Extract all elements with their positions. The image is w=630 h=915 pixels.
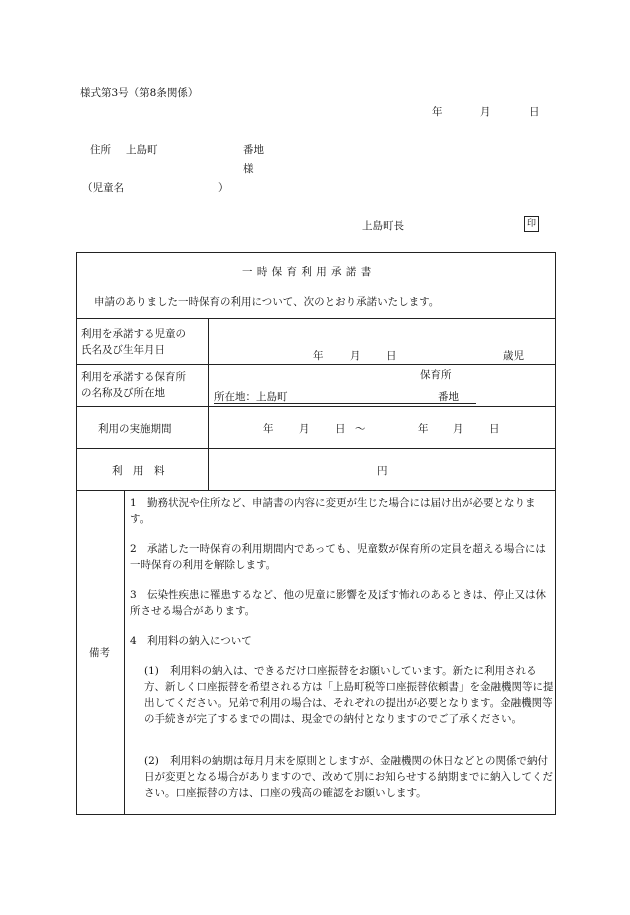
period-start-day: 日: [335, 423, 346, 435]
nursery-row-label-2: の名称及び所在地: [81, 387, 165, 399]
nursery-location: 所在地：上島町: [214, 391, 288, 403]
row-divider: [76, 364, 556, 365]
notice-title: 一 時 保 育 利 用 承 諾 書: [242, 266, 372, 278]
child-birth-day: 日: [386, 350, 397, 362]
child-name-open: （児童名: [82, 182, 124, 194]
remark-number: 4: [130, 635, 137, 647]
child-row-label-1: 利用を承諾する児童の: [81, 328, 186, 340]
remark-note: [130, 633, 550, 649]
addressee-sama: 様: [243, 163, 254, 175]
remark-number: 2: [130, 543, 137, 555]
child-row-label-2: 氏名及び生年月日: [81, 344, 165, 356]
remark-subnote: [144, 753, 554, 801]
remarks-label: 備考: [89, 647, 110, 659]
row-divider: [76, 406, 556, 407]
child-birth-year: 年: [313, 350, 324, 362]
subnote-text: 利用料の納入は、できるだけ口座振替をお願いしています。新たに利用される方、新しく口座振替を希望される方は「上島町税等口座振替依頼書」を金融機関等に提出してください。兄弟で利用の場合は、それぞれの提出が必要となります。金融機関等の手続きが完了するまでの間は、現金での納付となりますのでご了承ください。: [144, 665, 554, 725]
remark-text: 承諾した一時保育の利用期間内であっても、児童数が保育所の定員を超える場合には一時保育の利用を解除します。: [130, 543, 546, 571]
remark-text: 伝染性疾患に罹患するなど、他の児童に影響を及ぼす怖れのあるときは、停止又は休所させる場合があります。: [130, 589, 546, 617]
period-end-month: 月: [453, 423, 464, 435]
mayor-title: 上島町長: [362, 220, 404, 232]
period-start-year: 年: [263, 423, 274, 435]
period-tilde: ～: [355, 423, 366, 435]
fee-yen: 円: [377, 465, 388, 477]
row-divider: [76, 318, 556, 319]
period-start-month: 月: [299, 423, 310, 435]
seal-mark: 印: [524, 216, 539, 232]
period-row-label: 利用の実施期間: [98, 423, 172, 435]
notice-intro: 申請のありました一時保育の利用について、次のとおり承諾いたします。: [94, 296, 440, 308]
location-underline: [214, 403, 476, 404]
subnote-text: 利用料の納期は毎月月末を原則としますが、金融機関の休日などとの関係で納付日が変更となる場合がありますので、改めて別にお知らせする納期までに納入してください。口座振替の方は、口座の残高の確認をお願いします。: [144, 755, 553, 799]
remark-note: [130, 495, 550, 527]
child-name-close: ）: [218, 182, 229, 194]
remark-text: 利用料の納入について: [147, 635, 252, 647]
child-age-class: 歳児: [503, 350, 524, 362]
period-end-year: 年: [418, 423, 429, 435]
period-end-day: 日: [489, 423, 500, 435]
remark-note: [130, 587, 550, 619]
remark-subnote: [144, 663, 554, 727]
date-month: 月: [480, 106, 491, 118]
fee-row-label: 利 用 料: [112, 465, 165, 477]
form-number: 様式第3号（第8条関係）: [80, 87, 199, 99]
nursery-row-label-1: 利用を承諾する保育所: [81, 371, 186, 383]
subnote-number: (1): [144, 665, 159, 677]
date-day: 日: [529, 106, 540, 118]
nursery-banchi: 番地: [438, 391, 459, 403]
address-town: 上島町: [126, 144, 158, 156]
subnote-number: (2): [144, 755, 159, 767]
row-divider: [76, 490, 556, 491]
remark-note: [130, 541, 550, 573]
child-birth-month: 月: [350, 350, 361, 362]
address-label: 住所: [90, 144, 111, 156]
column-divider: [208, 318, 209, 490]
date-year: 年: [432, 106, 443, 118]
column-divider: [124, 490, 125, 815]
address-banchi: 番地: [243, 144, 264, 156]
remark-number: 3: [130, 589, 137, 601]
remark-text: 勤務状況や住所など、申請書の内容に変更が生じた場合には届け出が必要となります。: [130, 497, 536, 525]
nursery-name-suffix: 保育所: [420, 369, 452, 381]
row-divider: [76, 448, 556, 449]
remark-number: 1: [130, 497, 137, 509]
